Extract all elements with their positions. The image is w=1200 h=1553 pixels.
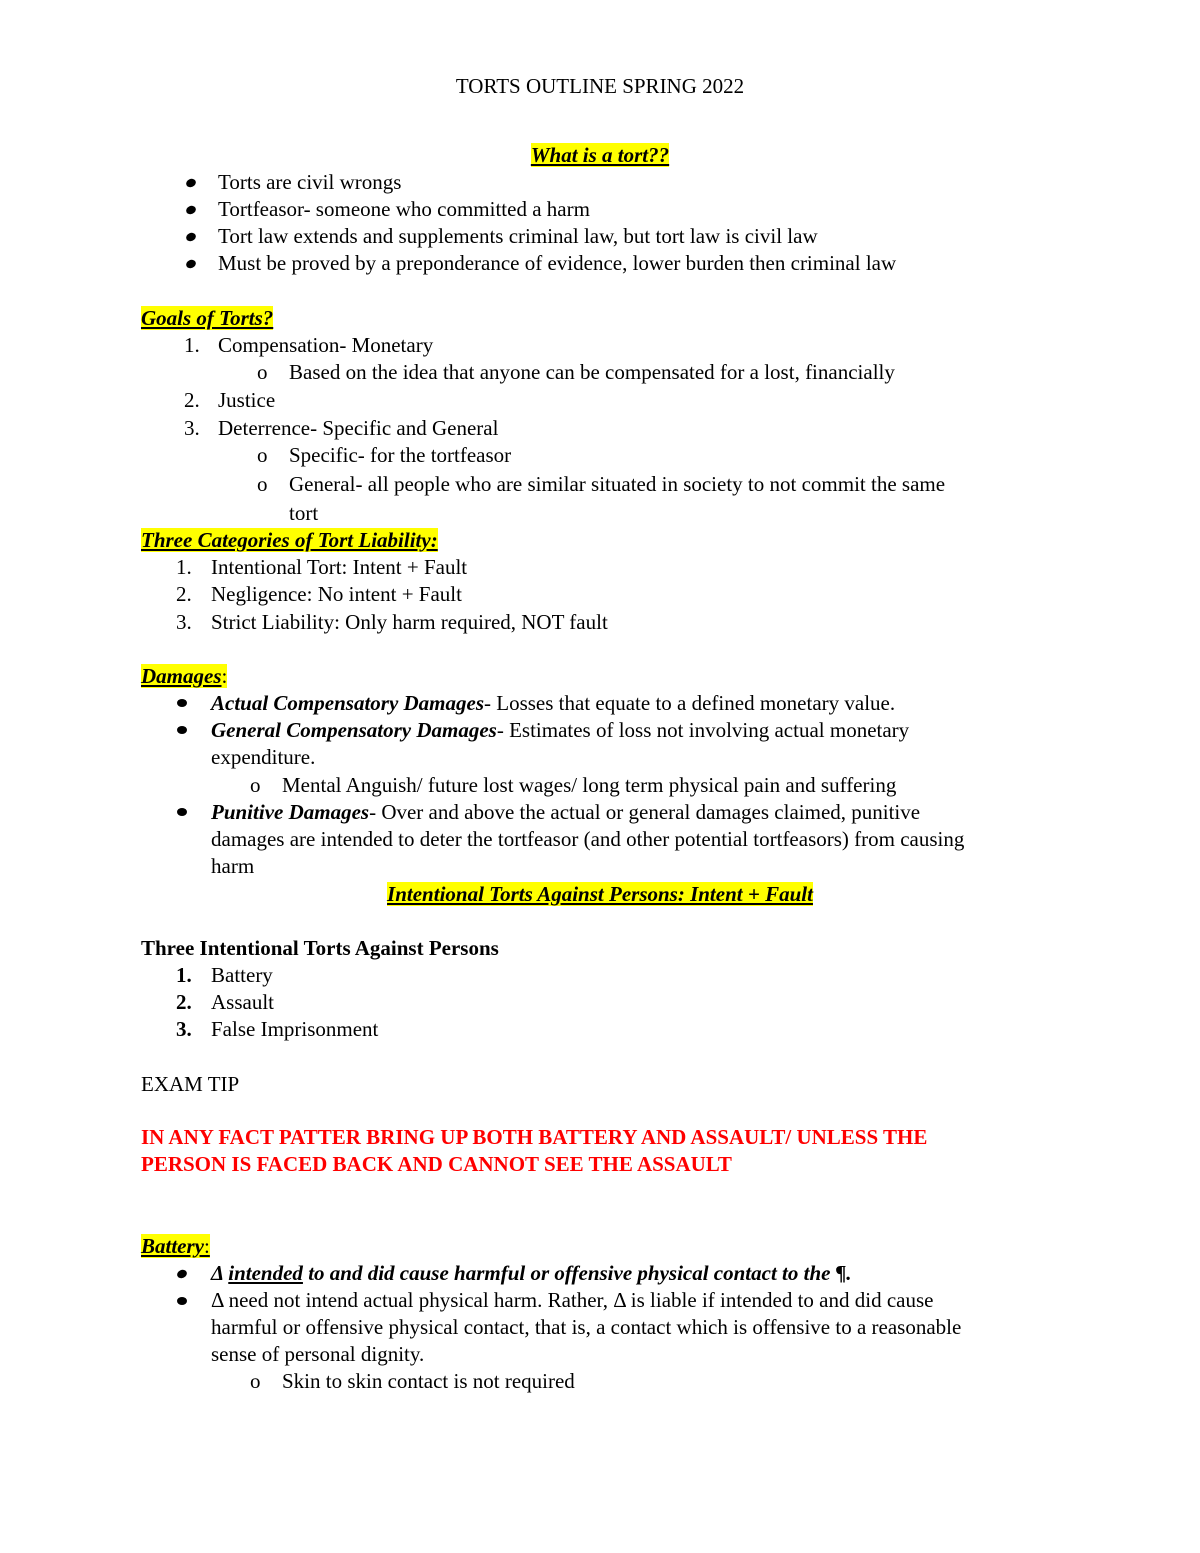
battery-heading-suffix: : bbox=[204, 1234, 210, 1258]
categories-heading-text: Three Categories of Tort Liability: bbox=[141, 528, 438, 552]
actual-damages-text: - Losses that equate to a defined monetary value. bbox=[484, 691, 896, 715]
intentional-torts-heading bbox=[0, 881, 1200, 908]
punitive-damages-cont-2: harm bbox=[211, 854, 255, 878]
punitive-damages-cont-1: damages are intended to deter the tortfeasor (and other potential tortfeasors) from causing bbox=[211, 827, 965, 851]
list-number: 3. bbox=[176, 610, 192, 634]
bullet-icon bbox=[185, 204, 197, 215]
bullet-icon bbox=[177, 808, 187, 816]
punitive-damages bbox=[211, 799, 920, 826]
goal-item-2: Justice bbox=[218, 388, 276, 412]
categories-heading bbox=[141, 527, 438, 554]
intentional-item-2: Assault bbox=[211, 990, 274, 1014]
punitive-damages-text: - Over and above the actual or general damages claimed, punitive bbox=[369, 800, 921, 824]
bullet-icon bbox=[177, 1297, 187, 1305]
compensation-sub: Based on the idea that anyone can be compensated for a lost, financially bbox=[289, 360, 895, 384]
deterrence-sub-1: Specific- for the tortfeasor bbox=[289, 443, 512, 467]
actual-damages-term: Actual Compensatory Damages bbox=[211, 691, 485, 715]
deterrence-sub-2: General- all people who are similar situated in society to not commit the same bbox=[289, 472, 946, 496]
tort-bullet-1: Torts are civil wrongs bbox=[218, 170, 402, 194]
exam-tip-label: EXAM TIP bbox=[141, 1072, 240, 1096]
list-number: 2. bbox=[184, 388, 200, 412]
punitive-damages-term: Punitive Damages bbox=[211, 800, 370, 824]
intentional-torts-heading-text: Intentional Torts Against Persons: Intent + Fault bbox=[387, 882, 813, 906]
battery-sub: Skin to skin contact is not required bbox=[282, 1369, 575, 1393]
intentional-item-3: False Imprisonment bbox=[211, 1017, 379, 1041]
warning-line-2: PERSON IS FACED BACK AND CANNOT SEE THE ASSAULT bbox=[141, 1152, 732, 1176]
battery-heading-text: Battery bbox=[141, 1234, 204, 1258]
category-item-3: Strict Liability: Only harm required, NOT fault bbox=[211, 610, 608, 634]
what-is-tort-heading-text: What is a tort?? bbox=[530, 143, 670, 167]
sub-bullet-icon: o bbox=[250, 773, 261, 797]
bullet-icon bbox=[185, 258, 197, 269]
battery-bullet-2-cont-1: harmful or offensive physical contact, that is, a contact which is offensive to a reasonable bbox=[211, 1315, 962, 1339]
battery-bullet-1 bbox=[211, 1260, 851, 1287]
general-damages-sub: Mental Anguish/ future lost wages/ long term physical pain and suffering bbox=[282, 773, 897, 797]
document-title: TORTS OUTLINE SPRING 2022 bbox=[455, 74, 745, 98]
intentional-item-1: Battery bbox=[211, 963, 273, 987]
actual-damages bbox=[211, 690, 895, 717]
sub-bullet-icon: o bbox=[257, 443, 268, 467]
list-number: 3. bbox=[184, 416, 200, 440]
goals-heading-text: Goals of Torts? bbox=[141, 306, 274, 330]
goal-item-1: Compensation- Monetary bbox=[218, 333, 434, 357]
battery-bullet-2-cont-2: sense of personal dignity. bbox=[211, 1342, 425, 1366]
bullet-icon bbox=[185, 231, 197, 242]
battery-intended-text: intended bbox=[228, 1261, 303, 1285]
bullet-icon bbox=[176, 1268, 188, 1279]
damages-heading-suffix: : bbox=[221, 664, 228, 688]
sub-bullet-icon: o bbox=[257, 360, 268, 384]
battery-bullet-1-rest: to and did cause harmful or offensive physical contact to the ¶. bbox=[302, 1261, 852, 1285]
general-damages bbox=[211, 717, 909, 744]
general-damages-term: General Compensatory Damages bbox=[211, 718, 497, 742]
damages-heading bbox=[141, 663, 227, 690]
general-damages-text: - Estimates of loss not involving actual monetary bbox=[496, 718, 910, 742]
tort-bullet-3: Tort law extends and supplements criminal law, but tort law is civil law bbox=[218, 224, 818, 248]
list-number: 2. bbox=[176, 990, 192, 1014]
list-number: 1. bbox=[176, 963, 192, 987]
list-number: 2. bbox=[176, 582, 192, 606]
list-number: 1. bbox=[176, 555, 192, 579]
bullet-icon bbox=[177, 699, 187, 707]
three-intentional-heading: Three Intentional Torts Against Persons bbox=[141, 936, 499, 960]
list-number: 3. bbox=[176, 1017, 192, 1041]
warning-line-1: IN ANY FACT PATTER BRING UP BOTH BATTERY AND ASSAULT/ UNLESS THE bbox=[141, 1125, 928, 1149]
what-is-tort-heading bbox=[0, 142, 1200, 169]
bullet-icon bbox=[185, 177, 197, 188]
delta-symbol: Δ bbox=[211, 1261, 229, 1285]
sub-bullet-icon: o bbox=[250, 1369, 261, 1393]
damages-heading-text: Damages bbox=[141, 664, 222, 688]
goals-heading bbox=[141, 305, 273, 332]
category-item-1: Intentional Tort: Intent + Fault bbox=[211, 555, 468, 579]
list-number: 1. bbox=[184, 333, 200, 357]
tort-bullet-4: Must be proved by a preponderance of evidence, lower burden then criminal law bbox=[218, 251, 897, 275]
battery-heading bbox=[141, 1233, 210, 1260]
sub-bullet-icon: o bbox=[257, 472, 268, 496]
category-item-2: Negligence: No intent + Fault bbox=[211, 582, 462, 606]
tort-bullet-2: Tortfeasor- someone who committed a harm bbox=[218, 197, 590, 221]
bullet-icon bbox=[177, 726, 187, 734]
deterrence-sub-2-cont: tort bbox=[289, 501, 319, 525]
goal-item-3: Deterrence- Specific and General bbox=[218, 416, 499, 440]
battery-bullet-2: Δ need not intend actual physical harm. Rather, Δ is liable if intended to and did cause bbox=[211, 1288, 934, 1312]
general-damages-cont: expenditure. bbox=[211, 745, 316, 769]
